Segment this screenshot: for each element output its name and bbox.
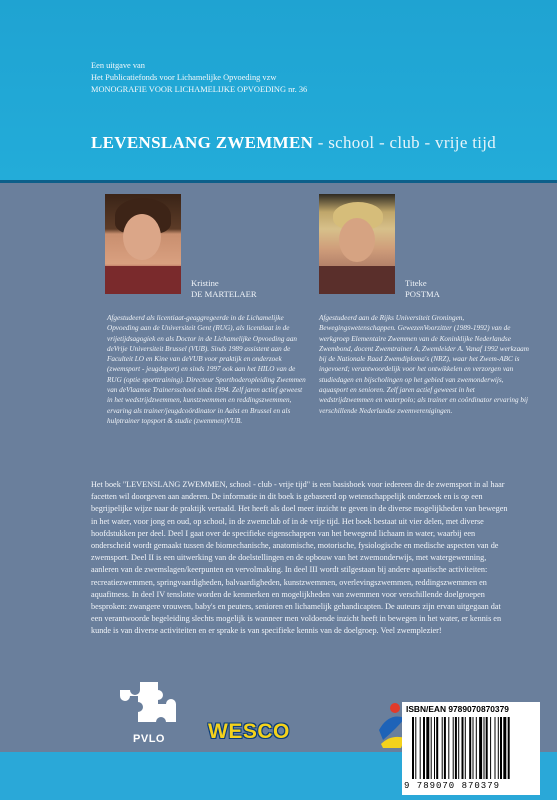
author-name-titeke (405, 278, 440, 300)
author-name-kristine (191, 278, 257, 300)
barcode-bars (412, 717, 536, 779)
pvlo-logo (118, 678, 180, 748)
publisher-info (91, 60, 307, 96)
author-last-name: DE MARTELAER (191, 289, 257, 299)
book-title-sub: - school - club - vrije tijd (313, 133, 497, 152)
isbn-label: ISBN/EAN 9789070870379 (406, 704, 509, 714)
author-first-name: Titeke (405, 278, 427, 288)
author-bio-kristine: Afgestudeerd als licentiaat-geaggregeerde in de Lichamelijke Opvoeding aan de Universiteit Gent (RUG), als licentiaat in de vrijetijdsagogiek en als Doctor in de Lichamelijke Opvoeding aan deVrije Universiteit Brussel (VUB). Sinds 1989 assistent aan de Faculteit LO en Kine van deVUB voor praktijk en onderzoek (zwemsport - jeugdsport) en sinds 1997 ook aan het HILO van de RUG (optie sporttraining). Directeur Sporthoderopleiding Zwemmen van deVlaamse Trainersschool sinds 1994. Zelf jaren actief geweest in het wedstrijdzwemmen, kunstzwemmen en reddingszwemmen, ervaring als trainer/jeugdcoördinator in Aalst en Brussel en als hulptrainer topsport & studie (zwemmen)VUB. (107, 314, 306, 425)
publisher-line-2: Het Publicatiefonds voor Lichamelijke Opvoeding vzw (91, 73, 277, 82)
publisher-line-3: MONOGRAFIE VOOR LICHAMELIJKE OPVOEDING nr. 36 (91, 85, 308, 94)
barcode-panel (402, 702, 540, 795)
wesco-logo: WESCO (208, 720, 290, 743)
book-title (91, 133, 496, 153)
book-summary: Het boek "LEVENSLANG ZWEMMEN, school - club - vrije tijd" is een basisboek voor iedereen die de zwemsport in al haar facetten wil doorgeven aan anderen. De informatie in dit boek is gebaseerd op wetenschappelijk onderzoek en is op een begrijpelijke wijze naar de praktijk vertaald. Het heeft als doel meer inzicht te geven in de diverse mogelijkheden van bewegen in het water, voor jong en oud, op school, in de zwemclub of in de vrije tijd. Het boek bestaat uit vier delen, met diverse hoofdstukken per deel. Deel I gaat over de specifieke eigenschappen van het bewegend lichaam in water, waarbij een onderscheid wordt gemaakt tussen de biomechanische, anatomische, motorische, fysiologische en medische aspecten van de zwemsport. Deel II is een uitwerking van de doelstellingen en de opbouw van het zwemonderwijs, met watergewenning, aanleren van de zwemslagen/keerpunten en vervolmaking. In deel III wordt stilgestaan bij andere aquatische activiteiten: recreatiezwemmen, springvaardigheden, balvaardigheden, kunstzwemmen, overlevingszwemmen, reddingszwemmen en aquafitness. In deel IV tenslotte worden de kenmerken en mogelijkheden van zwemmen voor verschillende doelgroepen besproken: zwangere vrouwen, baby's en peuters, senioren en lichamelijk gehandicapten. De auteurs zijn ervan uitgegaan dat een verantwoorde begeleiding slechts mogelijk is wanneer men voldoende inzicht heeft in bewegen in het water, er kennis en kunde is van diverse activiteiten en er sprake is van specifieke kennis van de doelgroep. Veel zwemplezier! (91, 480, 508, 636)
pvlo-puzzle-icon (118, 678, 180, 734)
band-divider (0, 180, 557, 183)
author-bio-titeke: Afgestudeerd aan de Rijks Universiteit Groningen, Bewegingswetenschappen. GewezenVoorzitter (1989-1992) van de werkgroep Elementaire Zwemmen van de Koninklijke Nederlandse Zwembond, docent Zwemtrainer A, Zwemleider A. Vanaf 1992 werkzaam bij de Nationale Raad Zwemdiploma's (NRZ), waar het Zwem-ABC is ingevoerd; verantwoordelijk voor het ontwikkelen en verzorgen van studiedagen en bijscholingen op het gebied van zwemonderwijs, aquasport en senioren. Zelf jaren actief geweest in het wedstrijdzwemmen en waterpolo; als trainer en coördinator ervaring bij verschillende Nederlandse zwemverenigingen. (319, 314, 529, 415)
pvlo-logo-text: PVLO (133, 733, 165, 745)
author-last-name: POSTMA (405, 289, 440, 299)
author-photo-titeke (319, 194, 395, 294)
barcode-digits: 9 789070 870379 (404, 781, 501, 791)
publisher-line-1: Een uitgave van (91, 61, 145, 70)
author-first-name: Kristine (191, 278, 219, 288)
author-photo-kristine (105, 194, 181, 294)
book-title-main: LEVENSLANG ZWEMMEN (91, 133, 314, 152)
